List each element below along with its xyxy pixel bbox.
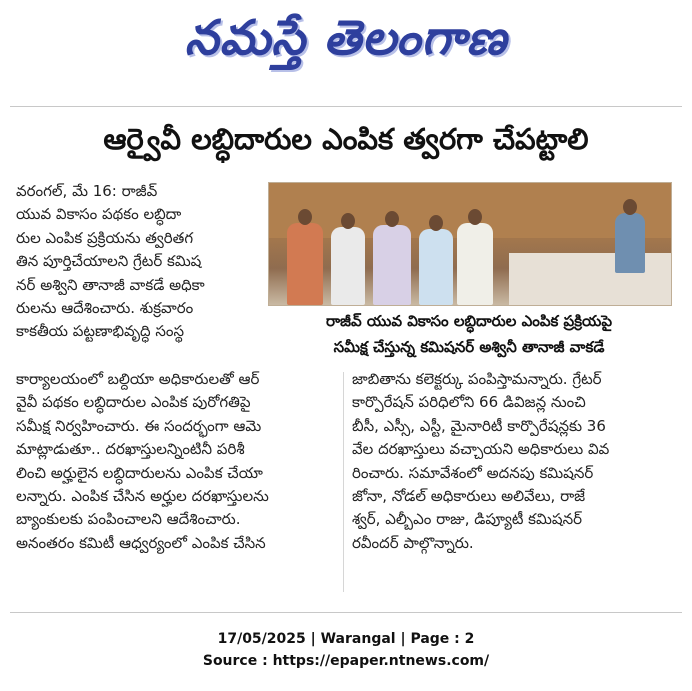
article-column-right bbox=[352, 368, 670, 555]
text-line: లించి అర్హులైన లబ్ధిదారులను ఎంపిక చేయా bbox=[16, 463, 263, 482]
photo-table bbox=[509, 253, 672, 306]
text-line: జోనా, నోడల్ అధికారులు అలివేలు, రాజే bbox=[352, 487, 586, 506]
text-line: బీసీ, ఎస్సీ, ఎస్టీ, మైనారిటీ కార్పొరేషన్లకు 36 bbox=[352, 416, 606, 435]
text-line: వైవీ పథకం లబ్ధిదారుల ఎంపిక పురోగతిపై bbox=[16, 393, 251, 412]
photo-person bbox=[615, 213, 645, 273]
edition-info: 17/05/2025 | Warangal | Page : 2 bbox=[217, 631, 475, 647]
article-body bbox=[16, 172, 676, 608]
photo-person-head bbox=[385, 211, 399, 227]
text-line: రించారు. సమావేశంలో అదనపు కమిషనర్ bbox=[352, 463, 594, 482]
text-line: వరంగల్, మే 16: రాజీవ్ bbox=[16, 182, 158, 200]
photo-person-head bbox=[341, 213, 355, 229]
text-line: బ్యాంకులకు పంపించాలని ఆదేశించారు. bbox=[16, 510, 241, 529]
article-column-left-bottom bbox=[16, 368, 334, 555]
text-line: నర్ అశ్విని తానాజీ వాకడే అధికా bbox=[16, 275, 205, 294]
article-column-left-top bbox=[16, 180, 258, 344]
newspaper-logo: నమస్తే తెలంగాణ bbox=[184, 10, 508, 66]
photo-caption bbox=[268, 308, 670, 360]
photo-person-head bbox=[429, 215, 443, 231]
article-headline: ఆర్వైవీ లబ్ధిదారుల ఎంపిక త్వరగా చేపట్టాలి bbox=[103, 122, 589, 156]
article-photo bbox=[268, 182, 672, 306]
footer-divider bbox=[10, 612, 682, 613]
text-line: మాట్లాడుతూ.. దరఖాస్తులన్నింటినీ పరిశీ bbox=[16, 440, 245, 459]
text-line: అనంతరం కమిటీ ఆధ్వర్యంలో ఎంపిక చేసిన bbox=[16, 533, 266, 552]
photo-person-head bbox=[468, 209, 482, 225]
column-divider bbox=[343, 372, 344, 592]
photo-person-head bbox=[623, 199, 637, 215]
text-line: వేల దరఖాస్తులు వచ్చాయని అధికారులు వివ bbox=[352, 440, 610, 459]
source-link[interactable]: Source : https://epaper.ntnews.com/ bbox=[202, 653, 490, 669]
text-line: యువ వికాసం పథకం లబ్ధిదా bbox=[16, 205, 182, 224]
text-line: రుల ఎంపిక ప్రక్రియను త్వరితగ bbox=[16, 228, 194, 247]
text-line: కార్యాలయంలో బల్దియా అధికారులతో ఆర్ bbox=[16, 370, 260, 388]
photo-person bbox=[419, 229, 453, 305]
caption-line: రాజీవ్ యువ వికాసం లబ్ధిదారుల ఎంపిక ప్రక్రియపై bbox=[325, 312, 613, 330]
text-line: లన్నారు. ఎంపిక చేసిన అర్హుల దరఖాస్తులను bbox=[16, 487, 269, 506]
text-line: శ్వర్, ఎల్బీఎం రాజు, డిప్యూటీ కమిషనర్ bbox=[352, 510, 582, 529]
caption-line: సమీక్ష చేస్తున్న కమిషనర్ అశ్వినీ తానాజీ వాకడే bbox=[333, 338, 605, 356]
photo-person bbox=[331, 227, 365, 305]
text-line: కార్పొరేషన్ పరిధిలోని 66 డివిజన్ల నుంచి bbox=[352, 393, 586, 412]
text-line: సమీక్ష నిర్వహించారు. ఈ సందర్భంగా ఆమె bbox=[16, 416, 262, 435]
footer bbox=[0, 628, 692, 672]
photo-person bbox=[373, 225, 411, 305]
text-line: కాకతీయ పట్టణాభివృద్ధి సంస్థ bbox=[16, 322, 185, 341]
photo-person-head bbox=[298, 209, 312, 225]
text-line: రులను ఆదేశించారు. శుక్రవారం bbox=[16, 299, 194, 318]
text-line: జాబితాను కలెక్టర్కు పంపిస్తామన్నారు. గ్రేటర్ bbox=[352, 370, 602, 388]
text-line: రవీందర్ పాల్గొన్నారు. bbox=[352, 533, 474, 552]
masthead-divider bbox=[10, 106, 682, 107]
photo-person bbox=[457, 223, 493, 305]
photo-person bbox=[287, 223, 323, 305]
text-line: తిన పూర్తిచేయాలని గ్రేటర్ కమిష bbox=[16, 252, 202, 271]
masthead bbox=[0, 0, 692, 104]
